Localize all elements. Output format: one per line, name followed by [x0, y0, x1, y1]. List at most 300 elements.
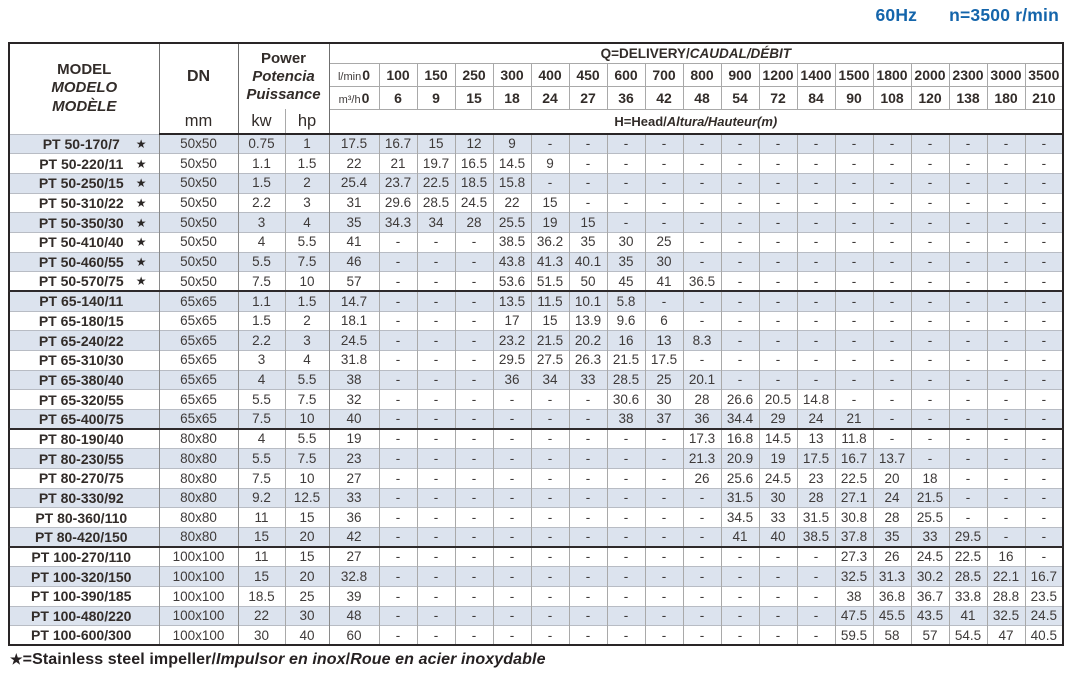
head-value-cell: 13.5: [493, 291, 531, 311]
flow-lmin-value: 1500: [835, 63, 873, 86]
flow-lmin-value: [329, 63, 379, 86]
head-value-cell: -: [1025, 527, 1063, 547]
flow-lmin-value: 600: [607, 63, 645, 86]
head-value-cell: 25.5: [493, 213, 531, 233]
table-row: [9, 350, 1063, 370]
head-title-en: H=Head/: [614, 113, 667, 129]
head-value-cell: -: [493, 488, 531, 508]
flow-lmin-value: 100: [379, 63, 417, 86]
flow-m3h-value: 84: [797, 86, 835, 109]
head-value-cell: -: [1025, 213, 1063, 233]
table-row: [9, 232, 1063, 252]
head-value-cell: 45.5: [873, 606, 911, 626]
head-value-cell: -: [493, 586, 531, 606]
head-value-cell: -: [379, 449, 417, 469]
head-value-cell: -: [949, 390, 987, 410]
head-value-cell: 26.6: [721, 390, 759, 410]
head-value-cell: -: [949, 488, 987, 508]
head-value-cell: 27: [329, 468, 379, 488]
head-value-cell: 37: [645, 409, 683, 429]
head-value-cell: -: [569, 429, 607, 449]
model-name: PT 50-460/55: [38, 253, 124, 270]
head-value-cell: -: [721, 350, 759, 370]
model-cell: [9, 173, 159, 193]
head-value-cell: -: [949, 429, 987, 449]
head-value-cell: 35: [873, 527, 911, 547]
power-hp-cell: 1.5: [285, 291, 329, 311]
head-value-cell: 30: [759, 488, 797, 508]
head-value-cell: -: [683, 193, 721, 213]
head-value-cell: -: [949, 134, 987, 154]
power-kw-cell: 3: [238, 350, 285, 370]
dn-cell: 80x80: [159, 429, 238, 449]
head-value-cell: -: [797, 154, 835, 174]
head-value-cell: -: [873, 232, 911, 252]
head-value-cell: 34: [417, 213, 455, 233]
power-kw-cell: 3: [238, 213, 285, 233]
model-cell: [9, 291, 159, 311]
head-value-cell: -: [531, 429, 569, 449]
head-value-cell: -: [683, 291, 721, 311]
power-kw-cell: 15: [238, 567, 285, 587]
head-value-cell: 35: [329, 213, 379, 233]
head-value-cell: -: [797, 370, 835, 390]
head-value-cell: 33: [569, 370, 607, 390]
table-body: [9, 134, 1063, 645]
head-value-cell: -: [569, 547, 607, 567]
power-hp-cell: 3: [285, 331, 329, 351]
model-name: PT 100-390/185: [31, 588, 132, 605]
model-name: PT 100-480/220: [31, 607, 132, 624]
dn-cell: 80x80: [159, 468, 238, 488]
head-value-cell: -: [797, 606, 835, 626]
model-name: PT 50-250/15: [38, 175, 124, 192]
head-value-cell: 26: [873, 547, 911, 567]
head-value-cell: -: [873, 350, 911, 370]
power-kw-cell: 1.1: [238, 291, 285, 311]
head-value-cell: -: [949, 311, 987, 331]
head-value-cell: 16.7: [835, 449, 873, 469]
head-value-cell: 57: [911, 626, 949, 646]
head-value-cell: -: [1025, 311, 1063, 331]
head-value-cell: -: [417, 547, 455, 567]
dn-cell: 65x65: [159, 291, 238, 311]
head-value-cell: -: [683, 173, 721, 193]
head-value-cell: -: [569, 527, 607, 547]
flow-m3h-value: 180: [987, 86, 1025, 109]
head-value-cell: -: [645, 213, 683, 233]
head-value-cell: 18.1: [329, 311, 379, 331]
head-value-cell: -: [645, 154, 683, 174]
head-value-cell: -: [721, 606, 759, 626]
head-value-cell: 16.7: [1025, 567, 1063, 587]
head-value-cell: -: [683, 154, 721, 174]
head-value-cell: -: [949, 468, 987, 488]
model-name: PT 50-170/7: [42, 135, 120, 152]
flow-lmin-value: 1800: [873, 63, 911, 86]
model-name: PT 80-270/75: [38, 470, 124, 487]
power-hp-cell: 40: [285, 626, 329, 646]
head-value-cell: 32.5: [835, 567, 873, 587]
head-value-cell: 15: [417, 134, 455, 154]
power-kw-cell: 2.2: [238, 331, 285, 351]
power-hp-cell: 1: [285, 134, 329, 154]
head-value-cell: -: [987, 468, 1025, 488]
model-column-header: [9, 43, 159, 134]
model-name: PT 80-420/150: [34, 529, 128, 546]
flow-m3h-value: [329, 86, 379, 109]
table-row: [9, 449, 1063, 469]
model-name: PT 80-360/110: [35, 509, 128, 526]
stainless-impeller-star-icon: ★: [135, 136, 147, 151]
head-value-cell: 15: [569, 213, 607, 233]
head-value-cell: -: [683, 626, 721, 646]
head-value-cell: 35: [569, 232, 607, 252]
table-row: [9, 252, 1063, 272]
head-value-cell: -: [835, 350, 873, 370]
head-value-cell: 33: [911, 527, 949, 547]
head-value-cell: -: [721, 370, 759, 390]
power-header-es: Potencia: [252, 67, 315, 85]
head-value-cell: -: [1025, 193, 1063, 213]
head-value-cell: 32.5: [987, 606, 1025, 626]
head-value-cell: -: [949, 252, 987, 272]
head-value-cell: -: [1025, 134, 1063, 154]
head-value-cell: -: [759, 547, 797, 567]
head-value-cell: -: [607, 173, 645, 193]
head-value-cell: 36.8: [873, 586, 911, 606]
head-value-cell: -: [873, 134, 911, 154]
power-header-en: Power: [260, 49, 306, 67]
model-cell: [9, 586, 159, 606]
head-value-cell: -: [987, 311, 1025, 331]
head-value-cell: 16: [607, 331, 645, 351]
head-value-cell: 25: [645, 232, 683, 252]
dn-cell: 65x65: [159, 350, 238, 370]
flow-m3h-value: 9: [417, 86, 455, 109]
model-cell: [9, 606, 159, 626]
head-value-cell: -: [721, 272, 759, 292]
head-value-cell: -: [949, 409, 987, 429]
table-row: [9, 586, 1063, 606]
table-row: [9, 213, 1063, 233]
head-value-cell: -: [797, 134, 835, 154]
head-value-cell: 13.9: [569, 311, 607, 331]
model-cell: [9, 134, 159, 154]
model-cell: [9, 193, 159, 213]
table-row: [9, 606, 1063, 626]
head-value-cell: -: [683, 527, 721, 547]
power-kw-cell: 11: [238, 508, 285, 528]
dn-cell: 50x50: [159, 213, 238, 233]
head-value-cell: 9: [493, 134, 531, 154]
footnote-en: Stainless steel impeller: [32, 651, 212, 668]
model-cell: [9, 508, 159, 528]
head-value-cell: -: [417, 508, 455, 528]
model-cell: [9, 350, 159, 370]
head-value-cell: -: [911, 449, 949, 469]
head-value-cell: 22.1: [987, 567, 1025, 587]
head-value-cell: -: [645, 468, 683, 488]
power-hp-cell: 25: [285, 586, 329, 606]
head-value-cell: 20: [873, 468, 911, 488]
head-value-cell: 51.5: [531, 272, 569, 292]
head-value-cell: -: [531, 488, 569, 508]
head-value-cell: -: [873, 213, 911, 233]
table-row: [9, 193, 1063, 213]
flow-lmin-value: 800: [683, 63, 721, 86]
head-value-cell: -: [645, 134, 683, 154]
model-cell: [9, 252, 159, 272]
model-name: PT 65-380/40: [38, 371, 124, 388]
dn-cell: 50x50: [159, 134, 238, 154]
head-value-cell: -: [759, 331, 797, 351]
head-value-cell: 20.2: [569, 331, 607, 351]
power-kw-cell: 15: [238, 527, 285, 547]
head-value-cell: 31.3: [873, 567, 911, 587]
head-value-cell: -: [911, 173, 949, 193]
head-value-cell: -: [455, 586, 493, 606]
head-value-cell: -: [721, 252, 759, 272]
model-name: PT 50-310/22: [38, 194, 124, 211]
head-value-cell: -: [607, 508, 645, 528]
head-title: [329, 109, 1063, 134]
dn-cell: 65x65: [159, 331, 238, 351]
head-value-cell: 38: [607, 409, 645, 429]
head-value-cell: -: [1025, 370, 1063, 390]
head-value-cell: 23: [797, 468, 835, 488]
dn-cell: 80x80: [159, 488, 238, 508]
head-value-cell: 31.5: [721, 488, 759, 508]
head-value-cell: 41.3: [531, 252, 569, 272]
head-value-cell: -: [683, 488, 721, 508]
head-value-cell: -: [873, 390, 911, 410]
stainless-impeller-star-icon: ★: [135, 176, 147, 191]
table-row: [9, 390, 1063, 410]
head-value-cell: -: [417, 527, 455, 547]
head-value-cell: 18.5: [455, 173, 493, 193]
head-value-cell: -: [987, 331, 1025, 351]
head-value-cell: -: [987, 488, 1025, 508]
power-hp-cell: 20: [285, 527, 329, 547]
head-value-cell: -: [873, 429, 911, 449]
head-value-cell: -: [797, 232, 835, 252]
head-value-cell: 26.3: [569, 350, 607, 370]
head-value-cell: 30: [645, 252, 683, 272]
footnote-es: Impulsor en inox: [216, 651, 346, 668]
head-value-cell: -: [1025, 291, 1063, 311]
head-value-cell: -: [379, 291, 417, 311]
head-value-cell: -: [645, 291, 683, 311]
head-value-cell: 17.3: [683, 429, 721, 449]
head-value-cell: 28.5: [607, 370, 645, 390]
flow-m3h-value: 15: [455, 86, 493, 109]
head-value-cell: -: [417, 350, 455, 370]
power-hp-cell: 7.5: [285, 252, 329, 272]
head-value-cell: -: [683, 547, 721, 567]
head-value-cell: -: [645, 547, 683, 567]
head-value-cell: 28.5: [949, 567, 987, 587]
model-name: PT 65-400/75: [38, 410, 124, 427]
power-hp-cell: 12.5: [285, 488, 329, 508]
head-value-cell: 13: [797, 429, 835, 449]
head-value-cell: -: [987, 508, 1025, 528]
head-value-cell: -: [645, 586, 683, 606]
head-value-cell: 60: [329, 626, 379, 646]
head-value-cell: -: [987, 232, 1025, 252]
head-value-cell: -: [721, 331, 759, 351]
head-value-cell: 14.5: [759, 429, 797, 449]
model-cell: [9, 527, 159, 547]
flow-m3h-value: 24: [531, 86, 569, 109]
head-value-cell: -: [797, 350, 835, 370]
head-value-cell: -: [873, 173, 911, 193]
head-value-cell: -: [493, 547, 531, 567]
head-value-cell: -: [607, 134, 645, 154]
head-value-cell: -: [759, 154, 797, 174]
head-value-cell: -: [683, 350, 721, 370]
head-value-cell: 43.8: [493, 252, 531, 272]
head-value-cell: -: [759, 193, 797, 213]
head-value-cell: -: [607, 586, 645, 606]
head-value-cell: 28: [873, 508, 911, 528]
head-value-cell: -: [873, 409, 911, 429]
power-header-fr: Puissance: [246, 85, 321, 103]
head-value-cell: 21: [379, 154, 417, 174]
head-value-cell: 53.6: [493, 272, 531, 292]
head-value-cell: -: [607, 449, 645, 469]
power-kw-cell: 1.5: [238, 173, 285, 193]
head-value-cell: 48: [329, 606, 379, 626]
flow-lmin-value-unit-label: l/min: [337, 70, 362, 83]
head-value-cell: 14.5: [493, 154, 531, 174]
head-value-cell: -: [987, 173, 1025, 193]
head-value-cell: 33: [329, 488, 379, 508]
head-value-cell: -: [531, 606, 569, 626]
head-value-cell: 23: [329, 449, 379, 469]
flow-m3h-value: 210: [1025, 86, 1063, 109]
model-cell: [9, 567, 159, 587]
footnote-slash: /: [211, 651, 217, 668]
table-row: [9, 508, 1063, 528]
head-value-cell: 22: [493, 193, 531, 213]
power-hp-cell: 2: [285, 173, 329, 193]
head-value-cell: 57: [329, 272, 379, 292]
head-value-cell: -: [607, 154, 645, 174]
head-value-cell: -: [911, 370, 949, 390]
footnote-fr: Roue en acier inoxydable: [350, 651, 546, 668]
head-value-cell: -: [911, 232, 949, 252]
head-value-cell: -: [911, 331, 949, 351]
head-value-cell: -: [873, 272, 911, 292]
head-value-cell: 23.5: [1025, 586, 1063, 606]
dn-cell: 100x100: [159, 626, 238, 646]
head-value-cell: -: [531, 547, 569, 567]
table-row: [9, 527, 1063, 547]
flow-lmin-value: 400: [531, 63, 569, 86]
head-value-cell: -: [455, 232, 493, 252]
head-value-cell: 9.6: [607, 311, 645, 331]
head-value-cell: -: [1025, 390, 1063, 410]
head-value-cell: -: [607, 527, 645, 547]
head-value-cell: 13.7: [873, 449, 911, 469]
head-value-cell: -: [455, 547, 493, 567]
head-value-cell: -: [987, 193, 1025, 213]
head-value-cell: 19: [531, 213, 569, 233]
stainless-impeller-star-icon: ★: [135, 254, 147, 269]
head-value-cell: -: [911, 154, 949, 174]
head-value-cell: -: [721, 586, 759, 606]
model-name: PT 100-320/150: [31, 568, 132, 585]
head-value-cell: -: [797, 586, 835, 606]
head-value-cell: -: [569, 468, 607, 488]
head-value-cell: -: [1025, 547, 1063, 567]
head-value-cell: -: [379, 272, 417, 292]
head-value-cell: -: [759, 350, 797, 370]
head-value-cell: 41: [949, 606, 987, 626]
head-value-cell: 22.5: [417, 173, 455, 193]
delivery-title-en: Q=DELIVERY/: [600, 45, 690, 61]
head-value-cell: 25.4: [329, 173, 379, 193]
head-value-cell: -: [721, 291, 759, 311]
head-value-cell: 30.6: [607, 390, 645, 410]
head-value-cell: -: [873, 311, 911, 331]
table-row: [9, 272, 1063, 292]
head-value-cell: -: [455, 606, 493, 626]
head-value-cell: -: [379, 409, 417, 429]
head-value-cell: -: [607, 429, 645, 449]
dn-cell: 50x50: [159, 193, 238, 213]
head-value-cell: -: [379, 626, 417, 646]
table-row: [9, 409, 1063, 429]
head-value-cell: 36.2: [531, 232, 569, 252]
dn-cell: 50x50: [159, 154, 238, 174]
head-value-cell: 15.8: [493, 173, 531, 193]
head-value-cell: -: [835, 370, 873, 390]
head-value-cell: 36.7: [911, 586, 949, 606]
head-value-cell: -: [721, 626, 759, 646]
head-value-cell: -: [455, 311, 493, 331]
head-value-cell: 15: [531, 311, 569, 331]
head-value-cell: 10.1: [569, 291, 607, 311]
table-row: [9, 291, 1063, 311]
model-name: PT 80-330/92: [38, 489, 124, 506]
head-value-cell: -: [987, 350, 1025, 370]
head-value-cell: 27.1: [835, 488, 873, 508]
head-value-cell: 38.5: [493, 232, 531, 252]
head-value-cell: -: [379, 331, 417, 351]
head-value-cell: 38: [835, 586, 873, 606]
head-value-cell: -: [759, 370, 797, 390]
head-value-cell: -: [531, 134, 569, 154]
head-value-cell: -: [455, 350, 493, 370]
flow-lmin-value: 1400: [797, 63, 835, 86]
head-value-cell: -: [721, 213, 759, 233]
spec-header: [875, 5, 1059, 26]
head-value-cell: -: [1025, 449, 1063, 469]
power-hp-cell: 5.5: [285, 232, 329, 252]
head-value-cell: -: [1025, 429, 1063, 449]
head-value-cell: 30: [645, 390, 683, 410]
head-value-cell: -: [873, 193, 911, 213]
head-value-cell: -: [379, 586, 417, 606]
head-value-cell: 29.5: [493, 350, 531, 370]
head-value-cell: -: [987, 409, 1025, 429]
dn-cell: 80x80: [159, 508, 238, 528]
power-kw-cell: 2.2: [238, 193, 285, 213]
head-value-cell: -: [531, 468, 569, 488]
head-value-cell: 22.5: [949, 547, 987, 567]
